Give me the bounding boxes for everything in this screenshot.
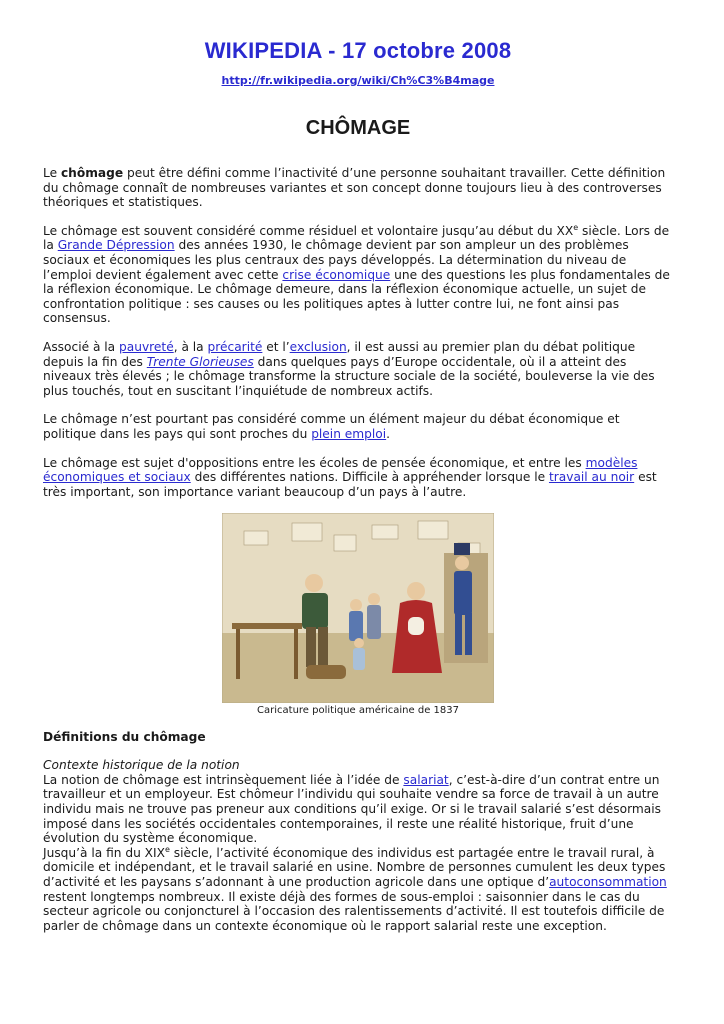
document-header-title: WIKIPEDIA - 17 octobre 2008: [204, 38, 512, 63]
link-salariat[interactable]: salariat: [403, 772, 449, 787]
subheading-contexte: Contexte historique de la notion: [43, 758, 240, 773]
article-title: CHÔMAGE: [305, 117, 411, 139]
link-exclusion[interactable]: exclusion: [289, 339, 347, 354]
paragraph-history: Le chômage est souvent considéré comme résiduel et volontaire jusqu’au début du XXe siècle. Lors de la Grande Dépression des années 1930, le chômage devient par son ampleur un des problèmes sociaux et économiques les plus centraux des pays développés. La détermination du niveau de l’emploi devient également avec cette crise économique une des questions les plus fondamentales de la réflexion économique. Le chômage demeure, dans la réflexion économique actuelle, un sujet de confrontation politique : ses causes ou les politiques aptes à lutter contre lui, ne font ainsi pas consensus.: [43, 222, 670, 326]
link-crise-economique[interactable]: crise économique: [282, 267, 391, 282]
link-modeles-economiques[interactable]: modèles économiques et sociaux: [43, 455, 638, 485]
figure-caption: Caricature politique américaine de 1837: [257, 705, 459, 717]
document-page: [43, 38, 673, 947]
term-chomage: chômage: [60, 166, 124, 180]
paragraph-intro: Le chômage peut être défini comme l’inactivité d’une personne souhaitant travailler. Cette définition du chômage connaît de nombreuses variantes et son concept donne toujours lieu à des controverses théoriques et statistiques.: [43, 166, 666, 210]
document-source-url: [43, 74, 673, 87]
source-url-link[interactable]: http://fr.wikipedia.org/wiki/Ch%C3%B4mage: [221, 74, 495, 87]
link-travail-au-noir[interactable]: travail au noir: [548, 470, 635, 485]
figure-caricature: [43, 513, 673, 716]
link-plein-emploi[interactable]: plein emploi: [311, 426, 387, 441]
section-heading-definitions: Définitions du chômage: [43, 730, 206, 745]
paragraph-social: Associé à la pauvreté, à la précarité et l’exclusion, il est aussi au premier plan du débat politique depuis la fin des Trente Glorieuses dans quelques pays d’Europe occidentale, où il a atteint des niveaux très élevés ; le chômage transforme la structure sociale de la société, bouleverse la vie des plus touchés, tout en suscitant l’inquiétude de nombreux actifs.: [43, 339, 655, 398]
paragraph-oppositions: Le chômage est sujet d'oppositions entre les écoles de pensée économique, et entre les modèles économiques et sociaux des différentes nations. Difficile à appréhender lorsque le travail au noir est très important, son importance variant beaucoup d’un pays à l’autre.: [43, 455, 657, 499]
link-grande-depression[interactable]: Grande Dépression: [57, 238, 175, 253]
link-pauvrete[interactable]: pauvreté: [119, 339, 174, 354]
link-trente-glorieuses[interactable]: Trente Glorieuses: [146, 354, 254, 369]
caricature-image[interactable]: [222, 513, 494, 703]
paragraph-xixe-siecle: Jusqu’à la fin du XIXe siècle, l’activité économique des individus est partagée entre le travail rural, à domicile et indépendant, et le travail salarié en usine. Nombre de personnes cumulent les deux types d’activité et les paysans s’adonnant à une production agricole dans une optique d’autoconsommation restent longtemps nombreux. Il existe déjà des formes de sous-emploi : saisonnier dans le cas du secteur agricole ou conjoncturel à l’occasion des ralentissements d’activité. Il est toutefois difficile de parler de chômage dans un contexte économique où le rapport salarial reste une exception.: [43, 844, 667, 933]
link-precarite[interactable]: précarité: [207, 339, 263, 354]
link-autoconsommation[interactable]: autoconsommation: [549, 875, 667, 890]
paragraph-plein-emploi: Le chômage n’est pourtant pas considéré comme un élément majeur du débat économique et politique dans les pays qui sont proches du plein emploi.: [43, 412, 620, 441]
paragraph-salariat: Contexte historique de la notion La notion de chômage est intrinsèquement liée à l’idée de salariat, c’est-à-dire d’un contrat entre un travailleur et un employeur. Est chômeur l’individu qui souhaite vendre sa force de travail à un autre individu mais ne trouve pas preneur aux conditions qu’il exige. Or si le travail salarié s’est désormais imposé dans les sociétés occidentales contemporaines, il reste une réalité historique, fruit d’une évolution du système économique.: [43, 758, 661, 846]
